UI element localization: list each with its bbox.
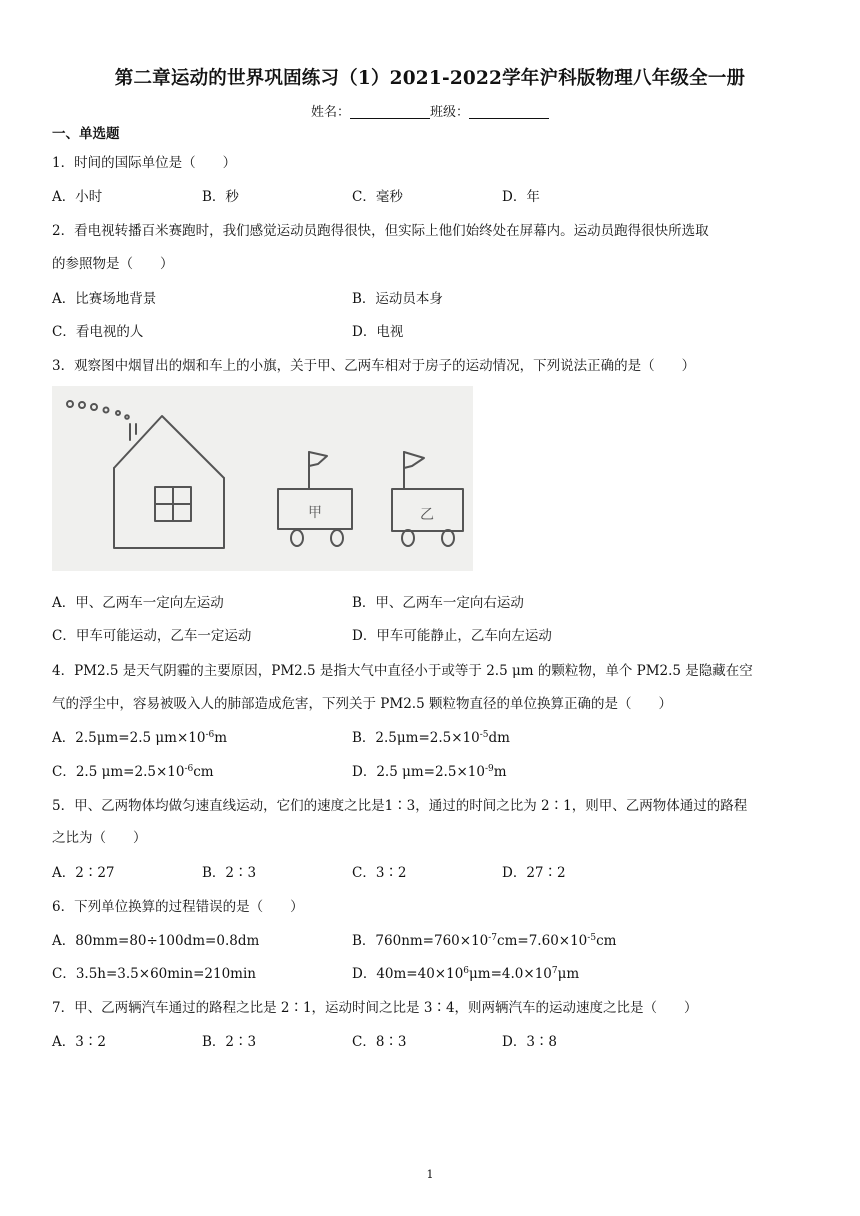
q4-option-c: C．2.5 $\mu m=2.5\times 10^{-6}cm$ <box>52 764 214 780</box>
q2-option-a: A．比赛场地背景 <box>52 291 157 307</box>
page-number: 1 <box>426 1168 434 1181</box>
house-cars-drawing <box>52 386 473 571</box>
section-heading: 一、单选题 <box>52 126 120 142</box>
car-jia-label: 甲 <box>308 505 322 521</box>
q2-option-b: B．运动员本身 <box>352 291 443 307</box>
class-label: 班级： <box>430 105 470 120</box>
q3-option-d: D．甲车可能静止，乙车向左运动 <box>352 628 552 644</box>
smoke-puff <box>125 415 129 419</box>
q7-option-a: A．3∶2 <box>52 1034 106 1050</box>
question-4-stem-line-1: 4．PM2.5 是天气阴霾的主要原因，PM2.5 是指大气中直径小于或等于 2.5 μm 的颗粒物，单个 PM2.5 是隐藏在空 <box>52 663 753 679</box>
q2-option-d: D．电视 <box>352 324 404 340</box>
car-yi-flag <box>404 452 424 468</box>
q6-option-b: B．$760nm=760\times 10^{-7}cm=7.60\times 10^{-5}cm$ <box>352 933 617 949</box>
car-jia-wheel <box>291 530 303 546</box>
question-6-stem: 6．下列单位换算的过程错误的是（ ） <box>52 899 304 915</box>
car-jia-wheel <box>331 530 343 546</box>
smoke-puff <box>116 411 120 415</box>
q1-option-c: C．毫秒 <box>352 189 403 205</box>
q5-option-d: D．27∶2 <box>502 865 566 881</box>
smoke-puff <box>79 402 85 408</box>
question-7-stem: 7．甲、乙两辆汽车通过的路程之比是 2∶1，运动时间之比是 3∶4，则两辆汽车的运动速度之比是（ ） <box>52 1000 698 1016</box>
car-jia-flag <box>309 452 327 466</box>
question-5-stem-line-1: 5．甲、乙两物体均做匀速直线运动，它们的速度之比是1∶3，通过的时间之比为 2∶1，则甲、乙两物体通过的路程 <box>52 798 748 814</box>
page-title: 第二章运动的世界巩固练习（1）2021-2022学年沪科版物理八年级全一册 <box>114 68 746 89</box>
name-blank <box>350 104 430 119</box>
car-yi-label: 乙 <box>420 507 434 523</box>
q4-option-a: A．2.5μm=2.5 $\mu m\times 10^{-6}m$ <box>52 730 228 746</box>
smoke-puff <box>67 401 73 407</box>
smoke-puff <box>91 404 97 410</box>
q1-option-a: A．小时 <box>52 189 103 205</box>
q4-option-d: D．2.5 $\mu m=2.5\times 10^{-9}m$ <box>352 764 507 780</box>
chimney <box>130 424 136 440</box>
house-and-cars-figure <box>52 386 473 571</box>
window-cross <box>155 487 191 521</box>
q6-option-c: C．3.5h=3.5×60min=210min <box>52 966 256 982</box>
q2-option-c: C．看电视的人 <box>52 324 144 340</box>
q3-option-b: B．甲、乙两车一定向右运动 <box>352 595 524 611</box>
q6-option-a: A．80mm=80÷100dm=0.8dm <box>52 933 260 949</box>
question-2-stem-line-1: 2．看电视转播百米赛跑时，我们感觉运动员跑得很快，但实际上他们始终处在屏幕内。运动员跑得很快所选取 <box>52 223 709 239</box>
question-2-stem-line-2: 的参照物是（ ） <box>52 256 174 272</box>
q7-option-c: C．8∶3 <box>352 1034 407 1050</box>
q4-option-b: B．$2.5\mu m=2.5\times 10^{-5}dm$ <box>352 730 510 746</box>
class-blank <box>469 104 549 119</box>
q1-option-b: B．秒 <box>202 189 239 205</box>
question-4-stem-line-2: 气的浮尘中，容易被吸入人的肺部造成危害，下列关于 PM2.5 颗粒物直径的单位换算正确的是（ ） <box>52 696 672 712</box>
question-3-stem: 3．观察图中烟冒出的烟和车上的小旗，关于甲、乙两车相对于房子的运动情况，下列说法正确的是（ ） <box>52 358 696 374</box>
q3-option-c: C．甲车可能运动，乙车一定运动 <box>52 628 252 644</box>
q1-option-d: D．年 <box>502 189 540 205</box>
house-walls <box>114 468 224 548</box>
question-1-stem: 1．时间的国际单位是（ ） <box>52 155 237 171</box>
q6-option-d: D．$40m=40\times 10^6\mu m=4.0\times 10^7\mu m$ <box>352 966 580 982</box>
q7-option-b: B．2∶3 <box>202 1034 257 1050</box>
q3-option-a: A．甲、乙两车一定向左运动 <box>52 595 224 611</box>
name-class-line <box>0 101 860 120</box>
question-5-stem-line-2: 之比为（ ） <box>52 830 147 846</box>
smoke-puff <box>104 408 109 413</box>
name-label: 姓名： <box>310 105 350 120</box>
q5-option-c: C．3∶2 <box>352 865 407 881</box>
q5-option-b: B．2∶3 <box>202 865 257 881</box>
q7-option-d: D．3∶8 <box>502 1034 558 1050</box>
q5-option-a: A．2∶27 <box>52 865 115 881</box>
car-yi-wheel <box>402 530 414 546</box>
car-yi-wheel <box>442 530 454 546</box>
